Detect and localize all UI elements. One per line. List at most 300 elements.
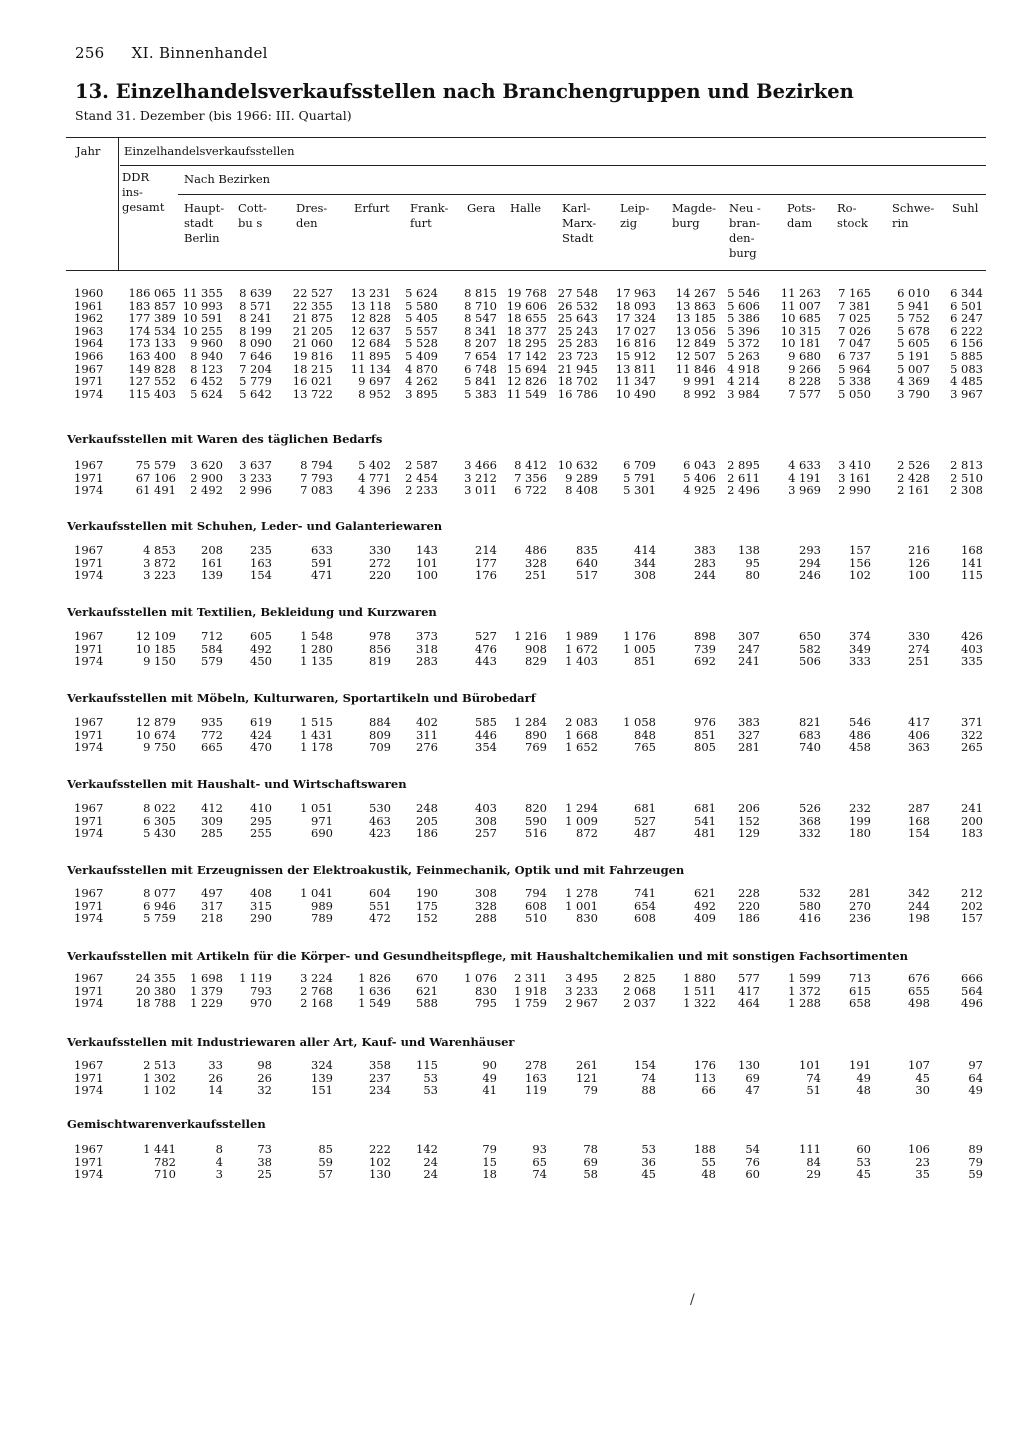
table-cell: 328 [475,898,497,913]
table-cell: 527 [475,629,497,643]
column-header-line: den- [729,231,755,245]
table-cell: 5 941 [897,298,930,313]
table-cell: 978 [369,629,391,643]
table-cell: 47 [745,1083,760,1098]
table-cell: 183 [961,826,983,841]
table-cell: 177 389 [128,311,176,326]
table-cell: 1 515 [300,715,333,729]
table-cell: 21 205 [292,323,333,338]
table-cell: 17 027 [615,323,656,338]
table-cell: 1 076 [464,971,497,985]
table-cell: 17 142 [506,349,547,363]
row-year: 1974 [74,996,104,1011]
table-cell: 2 492 [190,483,223,498]
table-cell: 142 [416,1142,438,1156]
row-year: 1971 [74,374,104,389]
table-cell: 2 967 [565,996,598,1011]
table-cell: 176 [694,1058,716,1072]
table-cell: 769 [525,740,547,755]
table-cell: 872 [576,826,598,841]
table-cell: 168 [961,543,983,557]
row-year: 1963 [74,323,104,338]
column-header-line: dam [787,216,813,230]
table-cell: 621 [416,983,438,998]
table-subtitle: Stand 31. Dezember (bis 1966: III. Quartal) [75,108,352,123]
table-cell: 1 001 [565,898,598,913]
table-cell: 18 [482,1167,497,1182]
table-cell: 3 637 [239,458,272,472]
table-cell: 157 [961,911,983,926]
table-cell: 98 [257,1058,272,1072]
table-cell: 29 [806,1167,821,1182]
table-cell: 829 [525,654,547,669]
table-cell: 3 011 [464,483,497,498]
table-cell: 579 [201,654,223,669]
section-heading: Verkaufsstellen mit Industriewaren aller Art, Kauf- und Warenhäuser [67,1035,515,1049]
table-cell: 54 [745,1142,760,1156]
table-cell: 5 605 [897,336,930,351]
table-cell: 463 [369,813,391,828]
table-cell: 1 278 [565,886,598,900]
table-cell: 410 [250,801,272,815]
table-cell: 16 786 [557,386,598,401]
table-cell: 270 [849,898,871,913]
table-cell: 3 233 [565,983,598,998]
table-cell: 5 301 [623,483,656,498]
table-cell: 591 [311,555,333,570]
table-cell: 60 [856,1142,871,1156]
table-cell: 7 204 [239,361,272,376]
row-year: 1967 [74,458,104,472]
table-cell: 27 548 [557,286,598,300]
table-cell: 414 [634,543,656,557]
table-cell: 890 [525,727,547,742]
table-cell: 354 [475,740,497,755]
table-cell: 851 [634,654,656,669]
table-cell: 9 680 [788,349,821,363]
header-bezirke-rule [178,194,986,195]
table-cell: 65 [532,1154,547,1169]
table-cell: 85 [318,1142,333,1156]
column-header-line: Ro- [837,201,857,215]
table-cell: 830 [576,911,598,926]
table-cell: 8 [215,1142,223,1156]
table-cell: 739 [694,641,716,656]
table-cell: 1 636 [358,983,391,998]
table-cell: 251 [908,654,930,669]
table-cell: 681 [694,801,716,815]
table-cell: 139 [201,568,223,583]
table-cell: 14 [208,1083,223,1098]
column-header-line: Dres- [296,201,328,215]
table-cell: 2 311 [514,971,547,985]
table-cell: 102 [369,1154,391,1169]
table-cell: 5 624 [405,286,438,300]
table-cell: 48 [856,1083,871,1098]
table-cell: 7 646 [239,349,272,363]
table-cell: 12 828 [350,311,391,326]
table-cell: 740 [799,740,821,755]
table-cell: 666 [961,971,983,985]
table-cell: 308 [634,568,656,583]
table-cell: 6 010 [897,286,930,300]
table-cell: 288 [475,911,497,926]
table-cell: 976 [694,715,716,729]
row-year: 1971 [74,813,104,828]
row-year: 1974 [74,911,104,926]
table-cell: 2 510 [950,470,983,485]
column-header-line: furt [410,216,432,230]
table-cell: 1 441 [143,1142,176,1156]
column-header-line: stadt [184,216,214,230]
table-cell: 6 452 [190,374,223,389]
table-cell: 7 026 [838,323,871,338]
table-cell: 8 341 [464,323,497,338]
table-cell: 1 652 [565,740,598,755]
table-cell: 9 750 [143,740,176,755]
table-cell: 683 [799,727,821,742]
table-cell: 3 895 [405,386,438,401]
table-cell: 794 [525,886,547,900]
table-cell: 22 355 [292,298,333,313]
table-cell: 2 990 [838,483,871,498]
row-year: 1971 [74,983,104,998]
table-cell: 30 [915,1083,930,1098]
table-cell: 10 255 [182,323,223,338]
table-cell: 214 [475,543,497,557]
table-cell: 658 [849,996,871,1011]
table-cell: 322 [961,727,983,742]
column-header-line: Leip- [620,201,650,215]
table-cell: 121 [576,1070,598,1085]
table-cell: 247 [738,641,760,656]
table-cell: 517 [576,568,598,583]
table-cell: 69 [745,1070,760,1085]
table-cell: 9 266 [788,361,821,376]
table-cell: 8 408 [565,483,598,498]
table-cell: 19 768 [506,286,547,300]
year-column-divider [118,137,119,270]
table-cell: 884 [369,715,391,729]
table-cell: 2 161 [897,483,930,498]
table-cell: 8 199 [239,323,272,338]
table-cell: 66 [701,1083,716,1098]
table-cell: 79 [968,1154,983,1169]
table-cell: 7 654 [464,349,497,363]
table-cell: 45 [856,1167,871,1182]
table-cell: 2 813 [950,458,983,472]
column-header-line: gesamt [122,200,165,214]
table-cell: 4 633 [788,458,821,472]
table-cell: 650 [799,629,821,643]
table-cell: 2 083 [565,715,598,729]
table-cell: 126 [908,555,930,570]
table-cell: 251 [525,568,547,583]
column-header-line: Frank- [410,201,449,215]
table-cell: 15 912 [615,349,656,363]
table-cell: 18 295 [506,336,547,351]
section-heading: Verkaufsstellen mit Artikeln für die Körper- und Gesundheitspflege, mit Haushaltchemikalien und mit sonstigen Fachsortimenten [67,949,908,963]
table-cell: 464 [738,996,760,1011]
table-cell: 57 [318,1167,333,1182]
table-cell: 18 377 [506,323,547,338]
table-cell: 24 355 [135,971,176,985]
column-header [510,201,541,216]
table-cell: 38 [257,1154,272,1169]
table-cell: 4 369 [897,374,930,389]
table-cell: 180 [849,826,871,841]
column-header [562,201,596,246]
table-cell: 4 396 [358,483,391,498]
header-bottom-rule [66,270,986,271]
row-year: 1971 [74,470,104,485]
table-cell: 472 [369,911,391,926]
table-cell: 368 [799,813,821,828]
row-year: 1971 [74,898,104,913]
table-cell: 25 [257,1167,272,1182]
table-cell: 2 611 [727,470,760,485]
table-cell: 3 620 [190,458,223,472]
section-heading: Verkaufsstellen mit Waren des täglichen Bedarfs [67,432,383,446]
table-cell: 772 [201,727,223,742]
table-cell: 152 [416,911,438,926]
table-cell: 3 212 [464,470,497,485]
row-year: 1971 [74,1070,104,1085]
table-cell: 1 280 [300,641,333,656]
column-header-line: Stadt [562,231,594,245]
table-cell: 175 [416,898,438,913]
table-cell: 486 [849,727,871,742]
table-cell: 1 549 [358,996,391,1011]
table-cell: 154 [908,826,930,841]
table-cell: 8 241 [239,311,272,326]
table-cell: 255 [250,826,272,841]
table-cell: 265 [961,740,983,755]
table-cell: 1 294 [565,801,598,815]
table-cell: 5 752 [897,311,930,326]
table-cell: 782 [154,1154,176,1169]
section-heading: Gemischtwarenverkaufsstellen [67,1117,266,1131]
table-cell: 80 [745,568,760,583]
table-cell: 564 [961,983,983,998]
table-cell: 13 185 [675,311,716,326]
table-cell: 4 853 [143,543,176,557]
table-cell: 100 [908,568,930,583]
table-cell: 10 674 [135,727,176,742]
table-cell: 17 963 [615,286,656,300]
table-cell: 805 [694,740,716,755]
row-year: 1974 [74,483,104,498]
table-cell: 526 [799,801,821,815]
table-cell: 4 262 [405,374,438,389]
table-cell: 1 989 [565,629,598,643]
table-cell: 5 779 [239,374,272,389]
table-cell: 16 021 [292,374,333,389]
table-cell: 330 [369,543,391,557]
header-jahr: Jahr [76,144,101,158]
table-cell: 101 [799,1058,821,1072]
column-header-line: Schwe- [892,201,935,215]
table-cell: 2 587 [405,458,438,472]
table-cell: 640 [576,555,598,570]
table-cell: 115 [961,568,983,583]
table-cell: 8 412 [514,458,547,472]
table-cell: 208 [201,543,223,557]
row-year: 1962 [74,311,104,326]
table-cell: 580 [799,898,821,913]
table-cell: 1 548 [300,629,333,643]
table-cell: 5 405 [405,311,438,326]
table-cell: 11 347 [615,374,656,389]
table-cell: 487 [634,826,656,841]
table-cell: 13 811 [615,361,656,376]
table-cell: 199 [849,813,871,828]
table-cell: 2 825 [623,971,656,985]
table-cell: 1 176 [623,629,656,643]
table-cell: 36 [641,1154,656,1169]
table-cell: 139 [311,1070,333,1085]
table-cell: 18 702 [557,374,598,389]
table-cell: 1 229 [190,996,223,1011]
table-cell: 220 [369,568,391,583]
table-cell: 6 222 [950,323,983,338]
table-cell: 7 381 [838,298,871,313]
table-cell: 188 [694,1142,716,1156]
table-cell: 257 [475,826,497,841]
table-cell: 186 [416,826,438,841]
row-year: 1967 [74,361,104,376]
table-cell: 2 308 [950,483,983,498]
column-header-line: Magde- [672,201,717,215]
table-cell: 55 [701,1154,716,1169]
table-cell: 156 [849,555,871,570]
table-cell: 654 [634,898,656,913]
table-cell: 541 [694,813,716,828]
table-cell: 190 [416,886,438,900]
table-cell: 9 960 [190,336,223,351]
table-cell: 373 [416,629,438,643]
table-cell: 106 [908,1142,930,1156]
table-cell: 11 134 [350,361,391,376]
row-year: 1971 [74,555,104,570]
table-cell: 200 [961,813,983,828]
row-year: 1974 [74,654,104,669]
running-title: XI. Binnenhandel [131,44,268,62]
table-cell: 2 428 [897,470,930,485]
table-cell: 216 [908,543,930,557]
table-cell: 5 372 [727,336,760,351]
row-year: 1967 [74,543,104,557]
table-cell: 157 [849,543,871,557]
column-header-line: Erfurt [354,201,390,215]
table-cell: 4 925 [683,483,716,498]
table-cell: 5 546 [727,286,760,300]
column-header-line: den [296,216,318,230]
table-cell: 582 [799,641,821,656]
table-cell: 33 [208,1058,223,1072]
table-cell: 416 [799,911,821,926]
table-cell: 417 [738,983,760,998]
table-cell: 186 065 [128,286,176,300]
row-year: 1964 [74,336,104,351]
table-cell: 1 698 [190,971,223,985]
table-cell: 8 571 [239,298,272,313]
table-cell: 1 431 [300,727,333,742]
table-cell: 100 [416,568,438,583]
table-cell: 5 007 [897,361,930,376]
table-cell: 830 [475,983,497,998]
column-header [354,201,390,216]
table-cell: 333 [849,654,871,669]
table-cell: 692 [694,654,716,669]
table-cell: 1 051 [300,801,333,815]
table-cell: 406 [908,727,930,742]
column-header-line: rin [892,216,909,230]
table-cell: 20 380 [135,983,176,998]
table-cell: 75 579 [135,458,176,472]
table-cell: 60 [745,1167,760,1182]
table-cell: 8 639 [239,286,272,300]
table-cell: 163 [525,1070,547,1085]
table-cell: 1 302 [143,1070,176,1085]
table-cell: 608 [634,911,656,926]
table-cell: 74 [806,1070,821,1085]
table-cell: 789 [311,911,333,926]
table-cell: 205 [416,813,438,828]
table-cell: 1 119 [239,971,272,985]
column-header [410,201,448,231]
table-cell: 73 [257,1142,272,1156]
table-cell: 5 841 [464,374,497,389]
table-cell: 5 396 [727,323,760,338]
row-year: 1966 [74,349,104,363]
column-header [787,201,816,231]
table-cell: 1 880 [683,971,716,985]
table-cell: 220 [738,898,760,913]
table-cell: 6 737 [838,349,871,363]
table-cell: 655 [908,983,930,998]
table-cell: 6 344 [950,286,983,300]
table-cell: 1 288 [788,996,821,1011]
table-cell: 119 [525,1083,547,1098]
table-cell: 241 [738,654,760,669]
column-header [729,201,761,261]
row-year: 1974 [74,1083,104,1098]
table-cell: 18 788 [135,996,176,1011]
table-cell: 12 637 [350,323,391,338]
table-cell: 8 207 [464,336,497,351]
table-cell: 4 870 [405,361,438,376]
table-cell: 713 [849,971,871,985]
table-cell: 244 [694,568,716,583]
table-cell: 496 [961,996,983,1011]
table-cell: 11 895 [350,349,391,363]
table-cell: 246 [799,568,821,583]
table-cell: 3 466 [464,458,497,472]
column-header-line: Haupt- [184,201,225,215]
table-cell: 276 [416,740,438,755]
table-cell: 10 591 [182,311,223,326]
table-cell: 403 [961,641,983,656]
table-cell: 383 [738,715,760,729]
table-cell: 527 [634,813,656,828]
row-year: 1961 [74,298,104,313]
table-cell: 174 534 [128,323,176,338]
table-cell: 177 [475,555,497,570]
column-header-line: Karl- [562,201,591,215]
table-cell: 168 [908,813,930,828]
table-cell: 248 [416,801,438,815]
